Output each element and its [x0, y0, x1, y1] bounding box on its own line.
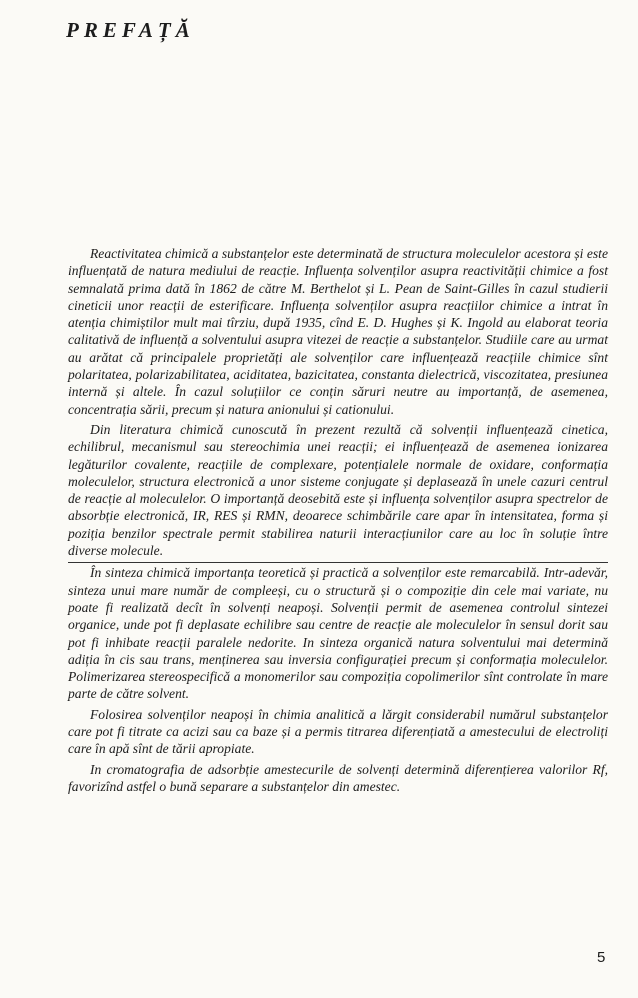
paragraph-1: Reactivitatea chimică a substanțelor este determinată de structura moleculelor acestora și este influențată de natura mediului de reacție. Influența solvenților asupra reactivității chimice a fost semnalată prima dată în 1862 de către M. Berthelot și L. Pean de Saint-Gilles în cazul studierii cineticii unor reacții de esterificare. Influența solvenților asupra reacțiilor chimice a intrat în atenția chimiștilor mult mai tîrziu, după 1935, cînd E. D. Hughes și K. Ingold au elaborat teoria calitativă de influență a solventului asupra vitezei de reacție a substanțelor. Studiile care au urmat au arătat că principalele proprietăți ale solvenților care influențează reacțiile chimice sînt polaritatea, polarizabilitatea, aciditatea, bazicitatea, constanta dielectrică, viscozitatea, presiunea internă și altele. În cazul soluțiilor ce conțin săruri neutre au importanță, de asemenea, concentrația sării, precum și natura anionului și cationului. — [68, 246, 608, 417]
body-text — [68, 245, 608, 798]
chapter-title: PREFAȚĂ — [66, 18, 195, 42]
page-number: 5 — [597, 949, 606, 966]
paragraph-3: În sinteza chimică importanța teoretică și practică a solvenților este remarcabilă. Intr-adevăr, sinteza unui mare număr de compleeși, cu o structură și o compoziție din cele mai variate, nu poate fi realizată decît în solvenți neapoși. Solvenții permit de asemenea controlul sintezei organice, unde pot fi deplasate echilibre sau centre de reacție ale moleculelor în sensul dorit sau pot fi inhibate reacții paralele nedorite. In sinteza organică natura solventului mai determină adiția în cis sau trans, menținerea sau inversia configurației precum și conformația moleculelor. Polimerizarea stereospecifică a monomerilor sau compoziția copolimerilor sînt controlate în mare parte de către solvent. — [68, 562, 608, 702]
paragraph-5: In cromatografia de adsorbție amestecurile de solvenți determină diferențierea valorilor Rf, favorizînd astfel o bună separare a substanțelor din amestec. — [68, 761, 608, 794]
paragraph-2: Din literatura chimică cunoscută în prezent rezultă că solvenții influențează cinetica, echilibrul, mecanismul sau stereochimia unei reacții; ei influențează de asemenea ionizarea legăturilor covalente, reacțiile de complexare, potențialele normale de oxidare, conformația moleculelor, structura electronică a unor sisteme conjugate și deplasează în unele cazuri centrul de reacție al moleculelor. O importanță deosebită este și influența solvenților asupra spectrelor de absorbție electronică, IR, RES și RMN, deoarece schimbările care apar în intensitatea, forma și poziția benzilor spectrale permit stabilirea naturii interacțiunilor care au loc în soluție între diverse molecule. — [68, 421, 608, 559]
paragraph-4: Folosirea solvenților neapoși în chimia analitică a lărgit considerabil numărul substanțelor care pot fi titrate ca acizi sau ca baze și a permis titrarea diferențiată a amestecului de electroliți care în apă sînt de tării apropiate. — [68, 706, 608, 757]
